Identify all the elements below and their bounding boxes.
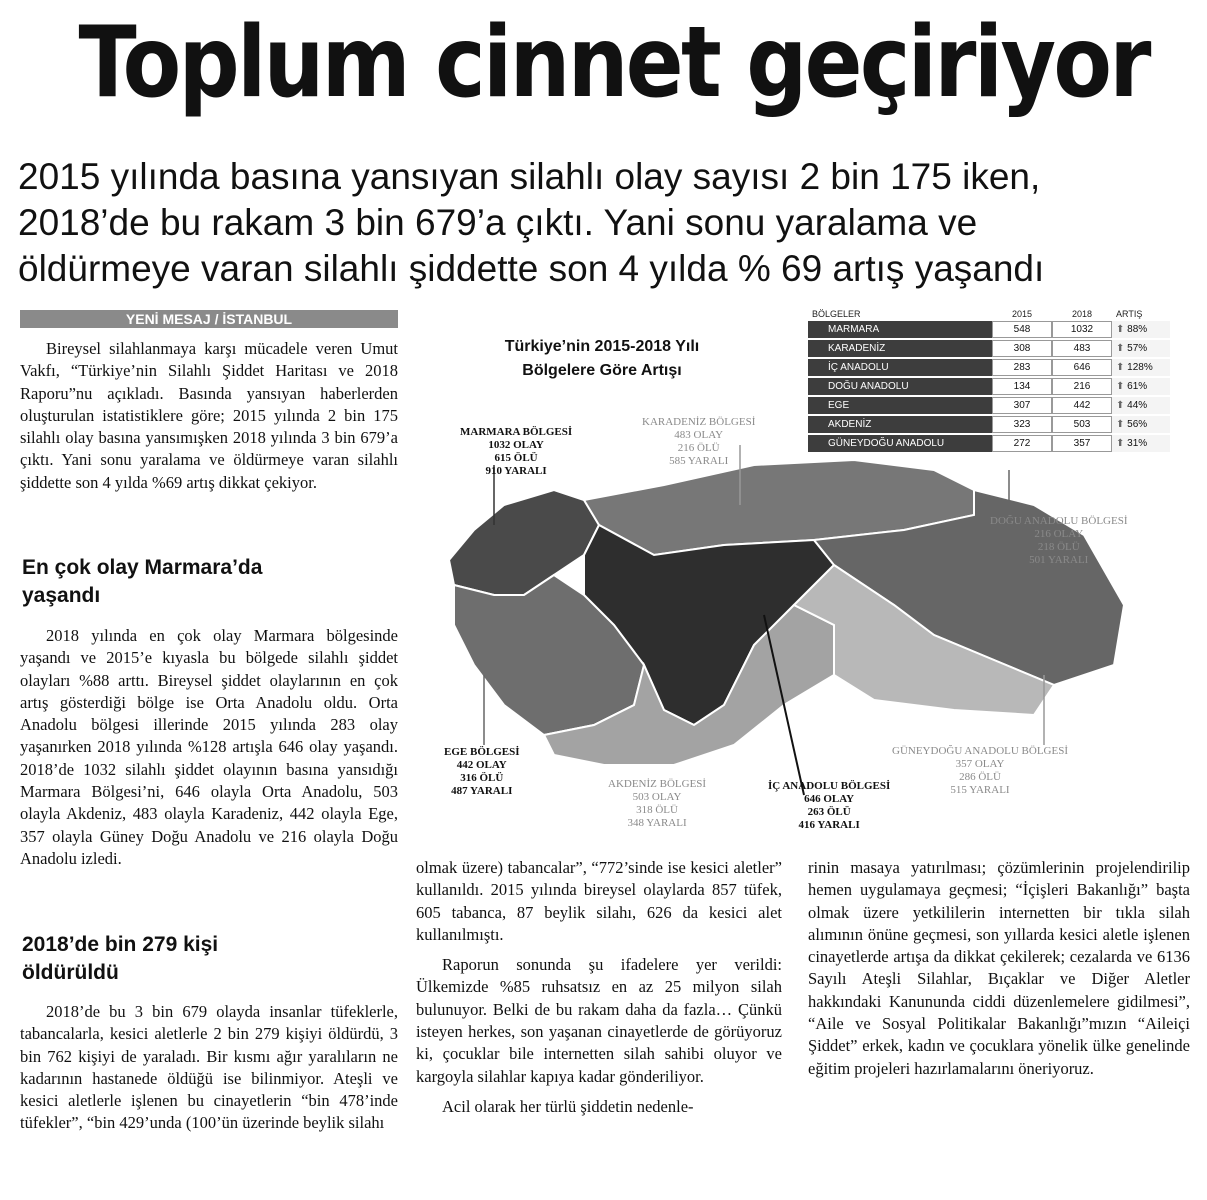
region-stat: 442 OLAY [456,759,507,771]
value-2018-cell: 483 [1052,340,1112,357]
map-label-ic-anadolu [768,780,890,832]
change-cell [1112,416,1170,433]
value-2015-cell: 134 [992,378,1052,395]
body-paragraph: rinin masaya yatırılması; çözümlerinin projelendirilip hemen uygulamaya geçmesi; “İçişleri Bakanlığı” başta olmak üzere yetkililerin internetten bir tıkla silah alımının önüne geçmesi, son yıllarda kesici aletle işlenen cinayetlerde artışa da dikkat çekilerek; cezalarda ve 6136 Sayılı Ateşli Silahlar, Bıçaklar ve Diğer Aletler hakkındaki Kanununda ciddi düzenlemelere gidilmesi”, “Aile ve Sosyal Politikalar Bakanlığı”mızın “Aileiçi Şiddet” erkek, kadın ve çocuklara yönelik ülke genelinde eğitim projeleri hazırlamalarını öneriyoruz. [808,858,1190,1078]
change-value: 44% [1127,400,1148,411]
up-arrow-icon: ⬆ [1116,362,1128,373]
headline: Toplum cinnet geçiriyor [78,6,1149,120]
table-header: ARTIŞ [1116,309,1143,319]
region-name-cell: İÇ ANADOLU [808,359,992,376]
section-heading-marmara: En çok olay Marmara’da yaşandı [22,556,263,607]
map-label-akdeniz [608,778,706,830]
region-name: GÜNEYDOĞU ANADOLU BÖLGESİ [892,745,1068,757]
region-name: MARMARA BÖLGESİ [460,426,573,438]
map-label-dogu-anadolu [990,515,1128,567]
change-value: 57% [1127,343,1148,354]
region-stat: 216 ÖLÜ [677,442,720,454]
region-name: EGE BÖLGESİ [444,746,520,758]
table-row [808,359,1170,376]
up-arrow-icon: ⬆ [1116,343,1128,354]
table-row [808,416,1170,433]
region-stat: 286 ÖLÜ [959,771,1001,783]
up-arrow-icon: ⬆ [1116,381,1128,392]
region-stat: 357 OLAY [955,758,1005,770]
region-stat: 263 ÖLÜ [807,806,851,818]
up-arrow-icon: ⬆ [1116,419,1128,430]
value-2018-cell: 442 [1052,397,1112,414]
region-stat: 646 OLAY [804,793,855,805]
region-stat: 585 YARALI [669,455,729,467]
value-2015-cell: 323 [992,416,1052,433]
infographic-title [472,335,732,383]
value-2015-cell: 307 [992,397,1052,414]
region-name-cell: EGE [808,397,992,414]
table-row [808,378,1170,395]
infographic-title-line: Bölgelere Göre Artışı [522,362,682,379]
change-value: 56% [1127,419,1148,430]
up-arrow-icon: ⬆ [1116,438,1128,449]
table-header: BÖLGELER [812,309,861,319]
region-name-cell: KARADENİZ [808,340,992,357]
region-name-cell: AKDENİZ [808,416,992,433]
region-stat: 910 YARALI [485,465,547,477]
change-cell [1112,378,1170,395]
region-stat: 348 YARALI [627,817,687,829]
value-2015-cell: 548 [992,321,1052,338]
body-paragraph: Acil olarak her türlü şiddetin nedenle- [442,1096,694,1116]
region-name: KARADENİZ BÖLGESİ [642,416,756,428]
change-value: 88% [1127,324,1148,335]
subheadline [18,154,1198,292]
subhead-line: öldürmeye varan silahlı şiddette son 4 yılda % 69 artış yaşandı [18,248,1045,289]
region-stat: 615 ÖLÜ [494,452,538,464]
region-stat: 501 YARALI [1029,554,1089,566]
value-2018-cell: 646 [1052,359,1112,376]
body-paragraph: 2018 yılında en çok olay Marmara bölgesinde yaşandı ve 2015’e kıyasla bu bölgede silahlı şiddet olayları %88 arttı. Bireysel şiddet olaylarının en çok artış gösterdiği bölge ise Orta Anadolu oldu. Orta Anadolu bölgesi illerinde 2015 yılında 283 olay yaşanırken 2018 yılında %128 artışla 646 olay yaşandı. 2018’de 1032 silahlı şiddet olayının basına yansıdığı Marmara Bölgesi’ni, 646 olayla Orta Anadolu, 503 olayla Akdeniz, 483 olayla Karadeniz, 442 olayla Ege, 357 olayla Güney Doğu Anadolu ve 216 olayla Doğu Anadolu izledi. [20,626,398,868]
region-stat: 483 OLAY [674,429,724,441]
column-3 [808,857,1190,1080]
table-header: 2015 [1011,309,1033,319]
region-stat: 503 OLAY [632,791,682,803]
body-paragraph: Raporun sonunda şu ifadelere yer verildi: Ülkemizde %85 ruhsatsız en az 25 milyon silah bulunuyor. Belki de bu rakam daha da fazla… Çünkü isteyen herkes, son yaşanan cinayetlerde de görüyoruz ki, çocuklar bile internetten silah sahibi oluyor ve kargoyla silahlar kapıya kadar gönderiliyor. [416,955,782,1086]
value-2018-cell: 503 [1052,416,1112,433]
table-row [808,397,1170,414]
infographic [424,305,1200,850]
map-label-guneydogu [892,745,1068,797]
region-name: AKDENİZ BÖLGESİ [608,778,707,790]
section-heading-killed: 2018’de bin 279 kişi öldürüldü [22,933,219,984]
region-name-cell: DOĞU ANADOLU [808,378,992,395]
change-value: 61% [1127,381,1148,392]
region-marmara [449,490,599,595]
change-cell [1112,340,1170,357]
value-2018-cell: 1032 [1052,321,1112,338]
table-row [808,340,1170,357]
column-1-intro [20,338,398,494]
map-label-marmara [460,426,572,478]
byline: YENİ MESAJ / İSTANBUL [20,310,398,328]
subhead-line: 2018’de bu rakam 3 bin 679’a çıktı. Yani sonu yaralama ve [18,202,978,243]
change-cell [1112,397,1170,414]
region-stats-table [808,307,1170,454]
region-stat: 318 ÖLÜ [636,804,678,816]
region-stat: 515 YARALI [950,784,1010,796]
table-header: 2018 [1071,309,1093,319]
up-arrow-icon: ⬆ [1116,400,1128,411]
up-arrow-icon: ⬆ [1116,324,1128,335]
change-cell [1112,359,1170,376]
value-2015-cell: 272 [992,435,1052,452]
region-name-cell: GÜNEYDOĞU ANADOLU [808,435,992,452]
region-name-cell: MARMARA [808,321,992,338]
change-value: 31% [1127,438,1148,449]
region-stat: 487 YARALI [451,785,513,797]
map-label-ege [444,746,520,798]
region-stat: 316 ÖLÜ [460,772,504,784]
change-value: 128% [1127,362,1153,373]
value-2015-cell: 308 [992,340,1052,357]
body-paragraph: olmak üzere) tabancalar”, “772’sinde ise kesici aletler” kullanıldı. 2015 yılında bireysel olaylarda 857 tüfek, 605 tabanca, 87 beylik silahı, 626 da kesici alet kullanılmıştı. [416,858,782,944]
intro-paragraph: Bireysel silahlanmaya karşı mücadele veren Umut Vakfı, “Türkiye’nin Silahlı Şiddet Haritası ve 2018 Raporu”nu açıkladı. Basında yansıyan haberlerden oluşturulan istatistiklere göre; 2015 yılında 2 bin 175 silahlı olay basına yansımışken 2018 yılında 3 bin 679’a çıktı. Yani sonu yaralama ve öldürmeye varan silahlı şiddette son 4 yılda %69 artış dikkat çekiyor. [20,339,398,492]
subhead-line: 2015 yılında basına yansıyan silahlı olay sayısı 2 bin 175 iken, [18,156,1041,197]
region-stat: 216 OLAY [1034,528,1084,540]
value-2018-cell: 357 [1052,435,1112,452]
column-1-body-2 [20,1001,398,1135]
region-stat: 416 YARALI [798,819,860,831]
map-label-karadeniz [642,416,755,468]
column-1-body [20,625,398,870]
value-2018-cell: 216 [1052,378,1112,395]
infographic-title-line: Türkiye’nin 2015-2018 Yılı [504,338,700,355]
value-2015-cell: 283 [992,359,1052,376]
region-name: DOĞU ANADOLU BÖLGESİ [990,515,1128,527]
change-cell [1112,321,1170,338]
body-paragraph: 2018’de bu 3 bin 679 olayda insanlar tüfeklerle, tabancalarla, kesici aletlerle 2 bin 279 kişiyi öldürdü, 3 bin 762 kişiyi de yaraladı. Bir kısmı ağır yaralıların ne kadarının hastanede öldüğü ise bilinmiyor. Ateşli ve kesici aletlerle işlenen bu cinayetlerin “bin 478’inde tüfekler”, “bin 429’unda (100’ün üzerinde beylik silahı [20,1002,398,1133]
region-name: İÇ ANADOLU BÖLGESİ [768,780,891,792]
region-stat: 218 ÖLÜ [1037,541,1080,553]
region-stat: 1032 OLAY [488,439,544,451]
column-2 [416,857,782,1118]
table-row [808,321,1170,338]
